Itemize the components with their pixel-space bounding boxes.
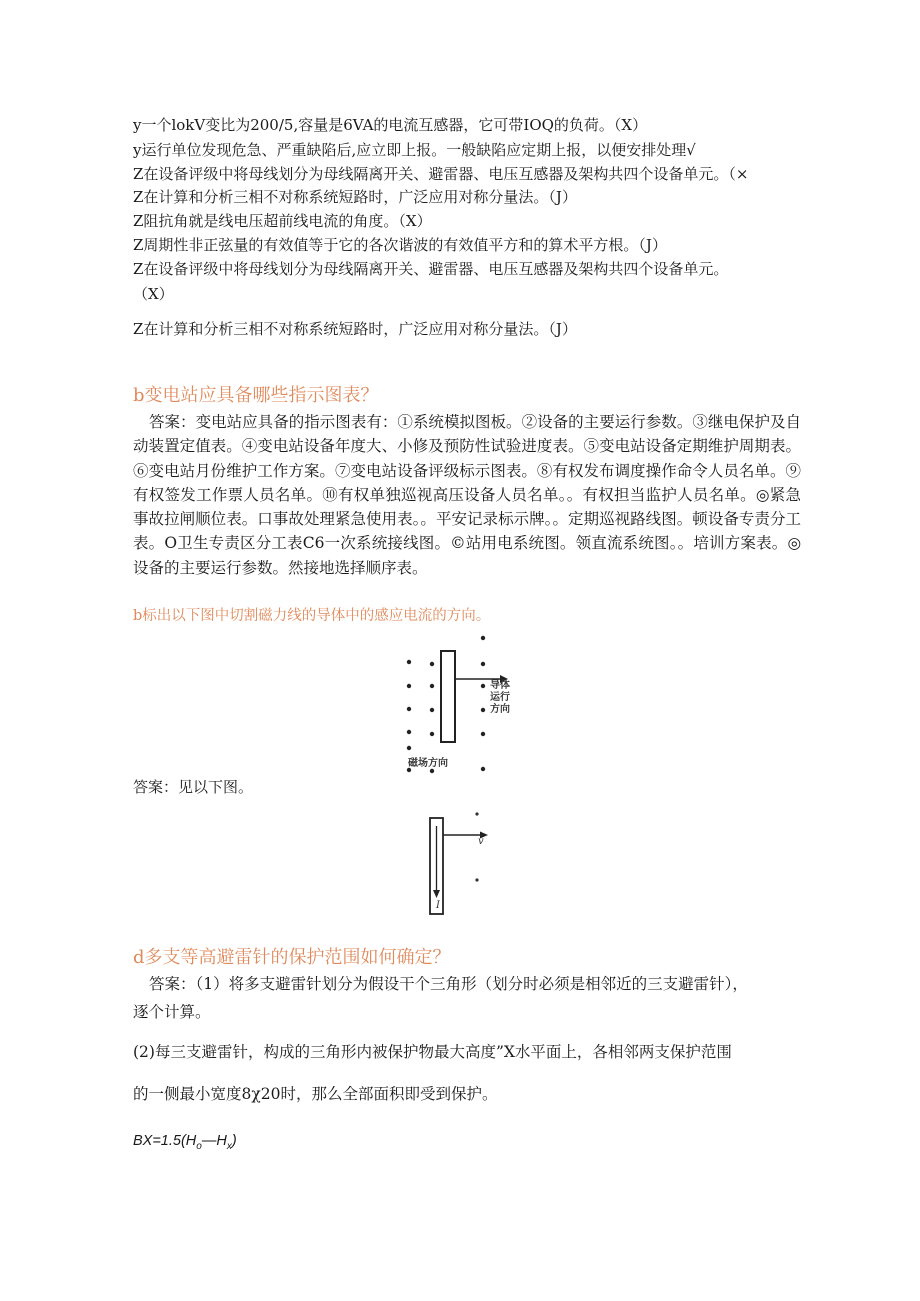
judgment-line-9: Z在计算和分析三相不对称系统短路时，广泛应用对称分量法。（J） bbox=[133, 320, 577, 338]
formula-end: ) bbox=[231, 1133, 237, 1149]
question-3-answer-line-1: 答案：（1）将多支避雷针划分为假设干个三角形（划分时必须是相邻近的三支避雷针）， bbox=[149, 975, 748, 993]
direction-label-line-3: 方向 bbox=[490, 704, 510, 715]
field-direction-label: 磁场方向 bbox=[408, 758, 448, 769]
judgment-line-1: y一个lokV变比为200/5,容量是6VA的电流互感器，它可带IOQ的负荷。（X） bbox=[133, 116, 648, 134]
conductor-bar bbox=[441, 651, 455, 742]
judgment-line-5: Z阻抗角就是线电压超前线电流的角度。（X） bbox=[133, 212, 432, 230]
magnetic-field-figure bbox=[400, 630, 530, 776]
question-3-answer-line-2: 逐个计算。 bbox=[133, 1003, 211, 1021]
question-3-title: d多支等高避雷针的保护范围如何确定？ bbox=[133, 947, 451, 968]
question-2-title: b标出以下图中切割磁力线的导体中的感应电流的方向。 bbox=[133, 608, 491, 624]
formula bbox=[133, 1131, 237, 1157]
question-2-answer: 答案：见以下图。 bbox=[133, 778, 254, 796]
formula-mid: —H bbox=[201, 1133, 227, 1149]
question-3-answer-line-3: (2)每三支避雷针，构成的三角形内被保护物最大高度”X水平面上，各相邻两支保护范围 bbox=[133, 1043, 732, 1061]
direction-label bbox=[490, 680, 510, 716]
current-label: I bbox=[436, 900, 440, 911]
current-arrow-head bbox=[433, 890, 440, 898]
judgment-line-6: Z周期性非正弦量的有效值等于它的各次谐波的有效值平方和的算术平方根。（J） bbox=[133, 236, 667, 254]
question-3-answer-line-4: 的一侧最小宽度8χ20时，那么全部面积即受到保护。 bbox=[133, 1085, 498, 1103]
question-1-title: b变电站应具备哪些指示图表？ bbox=[133, 385, 379, 406]
judgment-line-3: Z在设备评级中将母线划分为母线隔离开关、避雷器、电压互感器及架构共四个设备单元。（× bbox=[133, 165, 749, 183]
direction-label-line-1: 导体 bbox=[490, 680, 510, 691]
formula-sub-o: o bbox=[196, 1140, 202, 1152]
direction-label-line-2: 运行 bbox=[490, 692, 510, 703]
velocity-label: v bbox=[478, 836, 484, 847]
magnetic-field-dots bbox=[407, 636, 485, 773]
formula-sub-x: x bbox=[226, 1140, 232, 1152]
question-1-answer: 答案：变电站应具备的指示图表有：①系统模拟图板。②设备的主要运行参数。③继电保护及自动装置定值表。④变电站设备年度大、小修及预防性试验进度表。⑤变电站设备定期维护周期表。⑥变电站月份维护工作方案。⑦变电站设备评级标示图表。⑧有权发布调度操作命令人员名单。⑨有权签发工作票人员名单。⑩有权单独巡视高压设备人员名单。。有权担当监护人员名单。◎紧急事故拉闸顺位表。口事故处理紧急使用表。。平安记录标示牌。。定期巡视路线图。顿设备专责分工表。O卫生专责区分工表C6一次系统接线图。©站用电系统图。领直流系统图。。培训方案表。◎设备的主要运行参数。然接地选择顺序表。 bbox=[133, 413, 801, 577]
answer-field-dots bbox=[475, 812, 478, 881]
judgment-line-4: Z在计算和分析三相不对称系统短路时，广泛应用对称分量法。（J） bbox=[133, 188, 577, 206]
formula-lhs: BX=1.5(H bbox=[133, 1133, 197, 1149]
judgment-line-8: （X） bbox=[133, 285, 174, 303]
judgment-line-2: y运行单位发现危急、严重缺陷后,应立即上报。一般缺陷应定期上报，以便安排处理√ bbox=[133, 141, 696, 159]
judgment-line-7: Z在设备评级中将母线划分为母线隔离开关、避雷器、电压互感器及架构共四个设备单元。 bbox=[133, 260, 729, 278]
answer-figure bbox=[420, 808, 500, 918]
